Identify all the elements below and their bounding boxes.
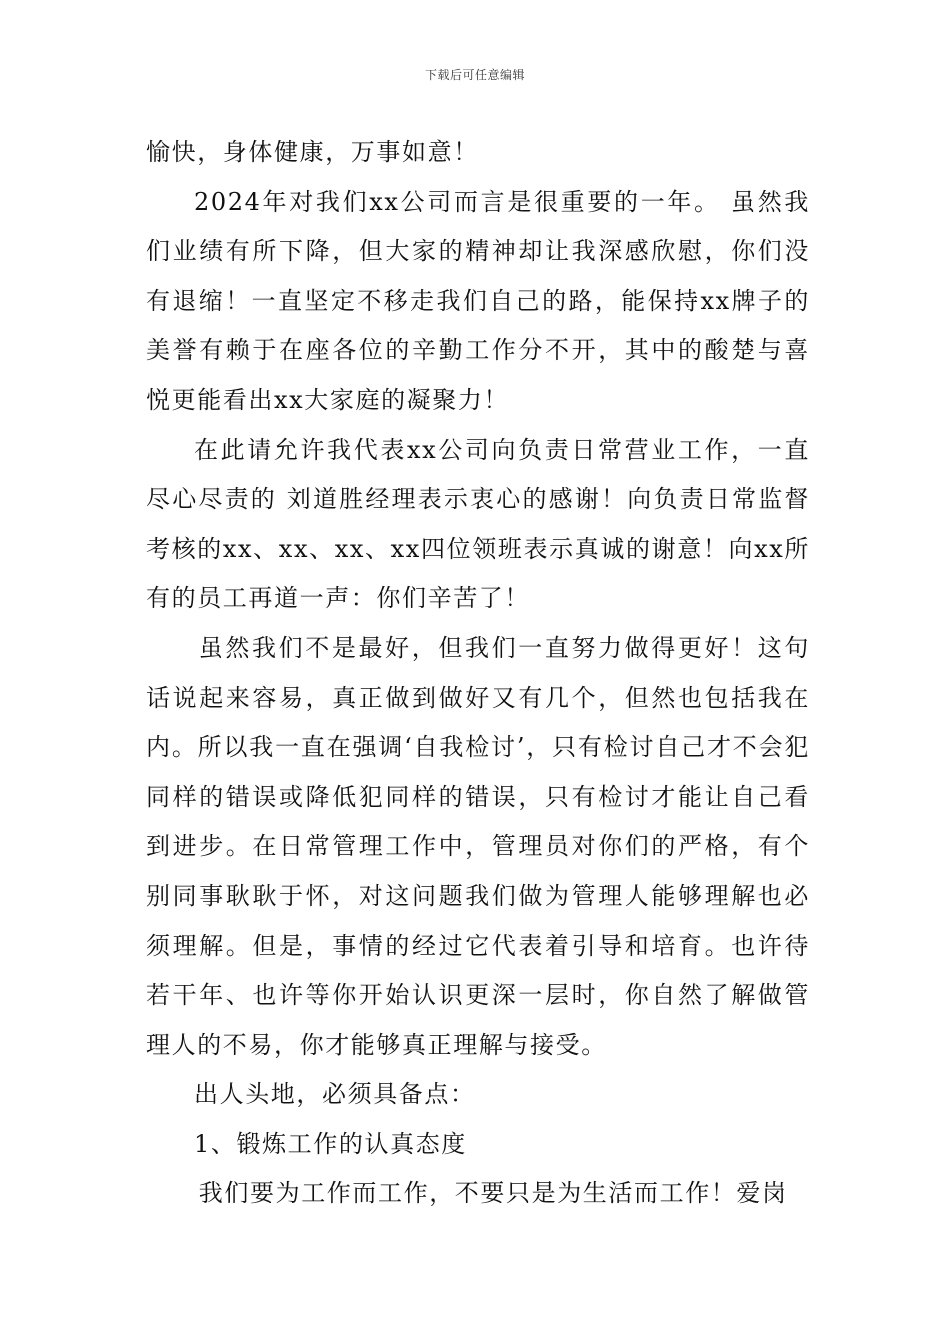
page-header-note: 下载后可任意编辑	[424, 68, 525, 82]
document-body	[146, 128, 810, 1219]
paragraph-work-attitude: 我们要为工作而工作，不要只是为生活而工作！爱岗	[198, 1179, 788, 1208]
paragraph-year-review: 2024年对我们xx公司而言是很重要的一年。 虽然我们业绩有所下降，但大家的精神却让我深感欣慰，你们没有退缩！一直坚定不移走我们自己的路，能保持xx牌子的美誉有赖于在座各位的辛勤工作分不开，其中的酸楚与喜悦更能看出xx大家庭的凝聚力！	[146, 187, 810, 414]
paragraph-self-review: 虽然我们不是最好，但我们一直努力做得更好！这句话说起来容易，真正做到做好又有几个，但然也包括我在内。所以我一直在强调‘自我检讨’，只有检讨自己才不会犯同样的错误或降低犯同样的错误，只有检讨才能让自己看到进步。在日常管理工作中，管理员对你们的严格，有个别同事耿耿于怀，对这问题我们做为管理人能够理解也必须理解。但是，事情的经过它代表着引导和培育。也许待若干年、也许等你开始认识更深一层时，你自然了解做管理人的不易，你才能够真正理解与接受。	[146, 633, 810, 1059]
paragraph-closing-wishes: 愉快，身体健康，万事如意！	[146, 138, 479, 166]
paragraph-thanks: 在此请允许我代表xx公司向负责日常营业工作，一直尽心尽责的 刘道胜经理表示衷心的感谢！向负责日常监督考核的xx、xx、xx、xx四位领班表示真诚的谢意！向xx所有的员工再道一声：你们辛苦了！	[146, 435, 810, 613]
paragraph-requirements-intro: 出人头地，必须具备点：	[194, 1080, 476, 1109]
list-item-heading-1: 1、锻炼工作的认真态度	[194, 1129, 467, 1158]
